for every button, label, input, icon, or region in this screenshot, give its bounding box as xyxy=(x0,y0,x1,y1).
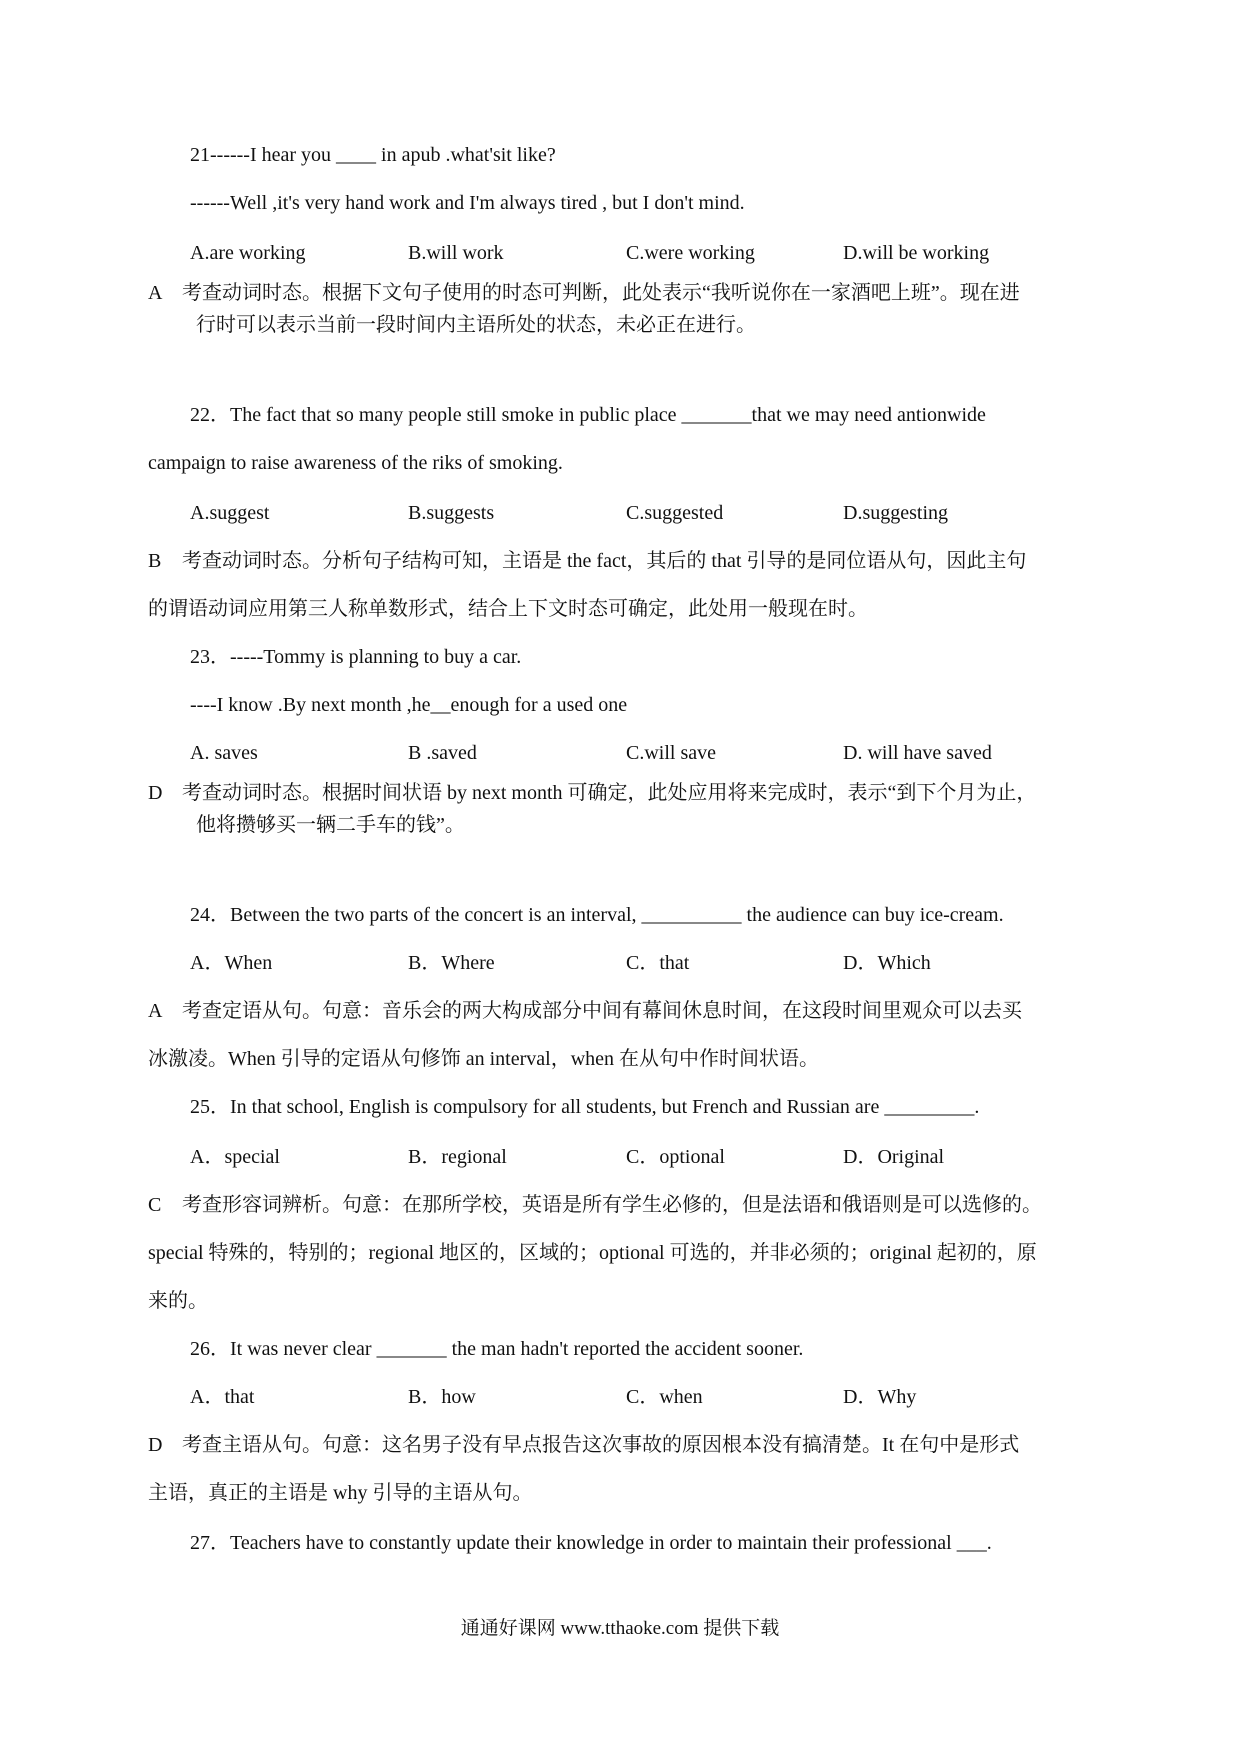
q26-explanation-text: 考查主语从句。句意：这名男子没有早点报告这次事故的原因根本没有搞清楚。It 在句中是形式 xyxy=(182,1434,1020,1456)
q22-option-c: C.suggested xyxy=(626,502,724,524)
q25-option-c: C．optional xyxy=(626,1146,725,1168)
q21-option-b: B.will work xyxy=(408,242,504,264)
q21-stem-line-1: 21------I hear you ____ in apub .what'sit like? xyxy=(190,144,556,166)
q24-option-a: A．When xyxy=(190,952,273,974)
q21-option-d: D.will be working xyxy=(843,242,990,264)
q25-explanation-line-1 xyxy=(148,1192,1042,1218)
q26-stem-line-1: 26．It was never clear _______ the man hadn't reported the accident sooner. xyxy=(190,1338,804,1360)
q25-answer-key: C xyxy=(148,1194,162,1216)
q24-explanation-text: 考查定语从句。句意：音乐会的两大构成部分中间有幕间休息时间，在这段时间里观众可以去买 xyxy=(182,1000,1022,1022)
q25-explanation-line-2: special 特殊的，特别的；regional 地区的，区域的；optional 可选的，并非必须的；original 起初的，原 xyxy=(148,1242,1037,1264)
q26-option-c: C．when xyxy=(626,1386,703,1408)
q24-explanation-line-2: 冰激凌。When 引导的定语从句修饰 an interval，when 在从句中作时间状语。 xyxy=(148,1048,820,1070)
q23-option-d: D. will have saved xyxy=(843,742,992,764)
q22-option-a: A.suggest xyxy=(190,502,270,524)
q24-option-b: B．Where xyxy=(408,952,495,974)
q21-explanation-line-1 xyxy=(148,280,1020,306)
q21-stem-line-2: ------Well ,it's very hand work and I'm always tired , but I don't mind. xyxy=(190,192,745,214)
q23-option-c: C.will save xyxy=(626,742,716,764)
q21-option-a: A.are working xyxy=(190,242,306,264)
q22-explanation-line-2: 的谓语动词应用第三人称单数形式，结合上下文时态可确定，此处用一般现在时。 xyxy=(148,598,868,620)
q24-answer-key: A xyxy=(148,1000,163,1022)
q22-option-b: B.suggests xyxy=(408,502,495,524)
q25-explanation-line-3: 来的。 xyxy=(148,1290,208,1312)
q24-option-c: C．that xyxy=(626,952,690,974)
q25-option-d: D．Original xyxy=(843,1146,945,1168)
q21-explanation-line-2: 行时可以表示当前一段时间内主语所处的状态，未必正在进行。 xyxy=(196,314,756,336)
q22-stem-line-1: 22．The fact that so many people still smoke in public place _______that we may need antionwide xyxy=(190,404,986,426)
q23-explanation-text: 考查动词时态。根据时间状语 by next month 可确定，此处应用将来完成时，表示“到下个月为止， xyxy=(182,782,1037,804)
q21-option-c: C.were working xyxy=(626,242,755,264)
q27-stem-line-1: 27．Teachers have to constantly update their knowledge in order to maintain their professional ___. xyxy=(190,1532,992,1554)
q22-explanation-text: 考查动词时态。分析句子结构可知，主语是 the fact，其后的 that 引导的是同位语从句，因此主句 xyxy=(182,550,1027,572)
page-footer: 通通好课网 www.tthaoke.com 提供下载 xyxy=(460,1618,780,1639)
q25-option-b: B．regional xyxy=(408,1146,507,1168)
q25-option-a: A．special xyxy=(190,1146,280,1168)
q22-option-d: D.suggesting xyxy=(843,502,948,524)
q23-stem-line-2: ----I know .By next month ,he__enough for a used one xyxy=(190,694,628,716)
q23-answer-key: D xyxy=(148,782,163,804)
q26-explanation-line-2: 主语，真正的主语是 why 引导的主语从句。 xyxy=(148,1482,533,1504)
q23-explanation-line-1 xyxy=(148,780,1036,806)
q25-explanation-text: 考查形容词辨析。句意：在那所学校，英语是所有学生必修的，但是法语和俄语则是可以选修的。 xyxy=(182,1194,1042,1216)
q26-option-d: D．Why xyxy=(843,1386,917,1408)
q23-option-a: A. saves xyxy=(190,742,258,764)
q21-answer-key: A xyxy=(148,282,163,304)
q23-option-b: B .saved xyxy=(408,742,477,764)
q24-explanation-line-1 xyxy=(148,998,1022,1024)
q21-explanation-text: 考查动词时态。根据下文句子使用的时态可判断，此处表示“我听说你在一家酒吧上班”。现在进 xyxy=(182,282,1020,304)
q22-answer-key: B xyxy=(148,550,162,572)
q22-stem-line-2: campaign to raise awareness of the riks of smoking. xyxy=(148,452,563,474)
q26-option-b: B．how xyxy=(408,1386,476,1408)
q24-option-d: D．Which xyxy=(843,952,931,974)
q26-explanation-line-1 xyxy=(148,1432,1019,1458)
q23-explanation-line-2: 他将攒够买一辆二手车的钱”。 xyxy=(196,814,465,836)
q25-stem-line-1: 25．In that school, English is compulsory for all students, but French and Russian are _________. xyxy=(190,1096,980,1118)
q23-stem-line-1: 23．-----Tommy is planning to buy a car. xyxy=(190,646,522,668)
q22-explanation-line-1 xyxy=(148,548,1026,574)
q26-answer-key: D xyxy=(148,1434,163,1456)
q26-option-a: A．that xyxy=(190,1386,255,1408)
q24-stem-line-1: 24．Between the two parts of the concert is an interval, __________ the audience can buy ice-cream. xyxy=(190,904,1004,926)
